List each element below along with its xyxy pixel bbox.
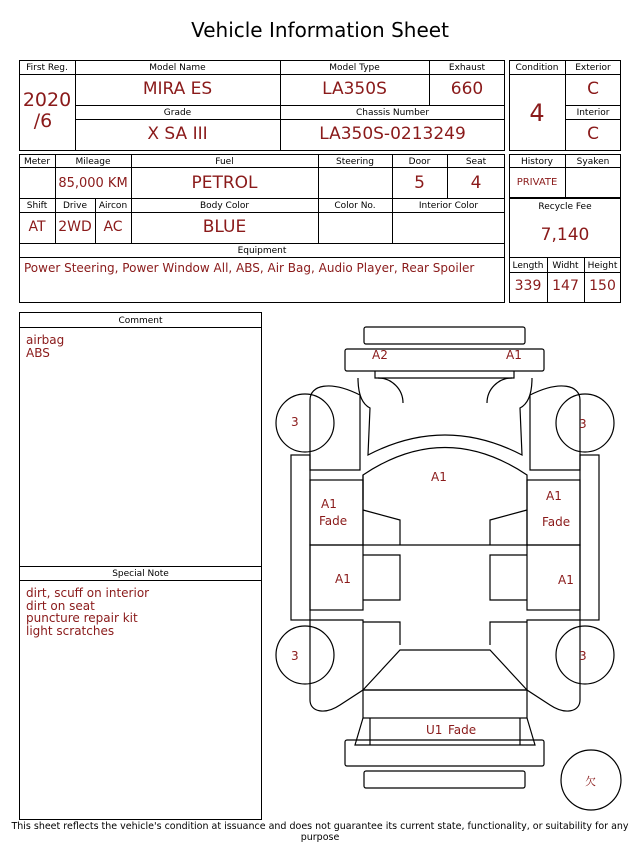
mark-wheel-rl: 3 bbox=[291, 649, 299, 663]
chassis-label: Chassis Number bbox=[355, 108, 430, 118]
mark-wheel-fl: 3 bbox=[291, 415, 299, 429]
shift-value: AT bbox=[28, 219, 46, 235]
exhaust-value: 660 bbox=[450, 79, 484, 99]
left-quarter bbox=[363, 622, 400, 645]
exterior-grade: C bbox=[587, 79, 599, 99]
mark-roof: A1 bbox=[431, 470, 447, 484]
rear-bumper bbox=[345, 740, 544, 766]
grade-value: X SA III bbox=[147, 124, 208, 144]
mark-wheel-fr: 3 bbox=[579, 417, 587, 431]
chassis-number: LA350S-0213249 bbox=[319, 124, 466, 144]
first-reg-month: /6 bbox=[33, 110, 53, 132]
door-label: Door bbox=[408, 157, 431, 167]
door-value: 5 bbox=[414, 173, 425, 193]
width-value: 147 bbox=[552, 278, 579, 294]
grade-label: Grade bbox=[163, 108, 192, 118]
page-title: Vehicle Information Sheet bbox=[191, 18, 449, 42]
history-label: History bbox=[520, 157, 554, 167]
shift-label: Shift bbox=[26, 201, 48, 211]
mark-left-front-door: A1 bbox=[321, 497, 337, 511]
mark-rear: U1 bbox=[426, 723, 443, 737]
body-color-label: Body Color bbox=[199, 201, 250, 211]
mark-right-front-door-note: Fade bbox=[542, 515, 571, 529]
equipment-value: Power Steering, Power Window All, ABS, Air Bag, Audio Player, Rear Spoiler bbox=[24, 261, 475, 275]
rear-lower bbox=[355, 718, 535, 745]
recycle-fee-value: 7,140 bbox=[540, 225, 590, 245]
recycle-fee-label: Recycle Fee bbox=[538, 202, 592, 212]
interior-grade: C bbox=[587, 124, 599, 144]
wheel-rear-left bbox=[276, 626, 334, 684]
model-name: MIRA ES bbox=[142, 79, 213, 99]
left-front-door bbox=[310, 480, 363, 545]
mileage-value: 85,000 KM bbox=[58, 176, 128, 191]
seat-label: Seat bbox=[465, 157, 487, 167]
mark-right-front-door: A1 bbox=[546, 489, 562, 503]
drive-value: 2WD bbox=[58, 219, 92, 235]
first-reg-year: 2020 bbox=[22, 89, 72, 111]
meter-label: Meter bbox=[23, 157, 51, 167]
rear-window bbox=[363, 650, 527, 690]
special-note-label: Special Note bbox=[112, 569, 169, 579]
mark-front-left: A2 bbox=[372, 348, 388, 362]
length-value: 339 bbox=[514, 278, 542, 294]
right-window-rear bbox=[490, 555, 527, 600]
front-left-fender bbox=[310, 386, 360, 470]
condition-grade: 4 bbox=[529, 99, 545, 127]
seat-value: 4 bbox=[470, 173, 482, 193]
aircon-value: AC bbox=[103, 219, 123, 235]
left-window-rear bbox=[363, 555, 400, 600]
right-sill bbox=[580, 455, 599, 620]
history-value: PRIVATE bbox=[516, 177, 558, 188]
right-window-front bbox=[490, 510, 527, 545]
fuel-value: PETROL bbox=[191, 173, 258, 193]
condition-label: Condition bbox=[515, 63, 559, 73]
left-sill bbox=[291, 455, 310, 620]
headlight-left bbox=[378, 378, 403, 403]
exhaust-label: Exhaust bbox=[448, 63, 486, 73]
mark-left-front-door-note: Fade bbox=[319, 514, 348, 528]
fuel-label: Fuel bbox=[215, 157, 234, 167]
special-note-line: puncture repair kit bbox=[26, 611, 138, 625]
first-reg-label: First Reg. bbox=[26, 63, 68, 73]
height-value: 150 bbox=[589, 278, 616, 294]
color-no-label: Color No. bbox=[334, 201, 376, 211]
rear-right-fender bbox=[527, 620, 580, 711]
left-window-front bbox=[363, 510, 400, 545]
tail-lights bbox=[370, 718, 520, 745]
interior-label: Interior bbox=[576, 108, 610, 118]
special-note-line: light scratches bbox=[26, 623, 115, 638]
model-type-label: Model Type bbox=[329, 63, 380, 73]
mark-missing: 欠 bbox=[585, 775, 596, 788]
front-bumper bbox=[364, 327, 525, 344]
rear-step bbox=[364, 771, 525, 788]
height-label: Height bbox=[587, 261, 618, 271]
width-label: Widht bbox=[552, 261, 579, 271]
interior-color-label: Interior Color bbox=[418, 201, 479, 211]
wheel-front-left bbox=[276, 394, 334, 452]
mark-right-rear-door: A1 bbox=[558, 573, 574, 587]
mileage-label: Mileage bbox=[75, 157, 111, 167]
special-note-line: dirt on seat bbox=[26, 598, 95, 613]
steering-label: Steering bbox=[336, 157, 374, 167]
mark-wheel-rr: 3 bbox=[579, 649, 587, 663]
equipment-label: Equipment bbox=[237, 246, 287, 256]
disclaimer-footer: This sheet reflects the vehicle's condition at issuance and does not guarantee its current state, functionality, or suitability for any purpose bbox=[11, 821, 629, 843]
special-note-line: dirt, scuff on interior bbox=[26, 586, 150, 600]
mark-rear-note: Fade bbox=[448, 723, 477, 737]
rear-hatch bbox=[363, 690, 527, 718]
length-label: Length bbox=[512, 261, 544, 271]
body-color-value: BLUE bbox=[202, 217, 247, 237]
mark-left-rear-door: A1 bbox=[335, 572, 351, 586]
model-name-label: Model Name bbox=[149, 63, 206, 73]
drive-label: Drive bbox=[63, 201, 87, 211]
roof-area bbox=[363, 448, 527, 546]
aircon-label: Aircon bbox=[98, 201, 128, 211]
right-quarter bbox=[490, 622, 527, 645]
rear-left-fender bbox=[310, 620, 363, 711]
comment-label: Comment bbox=[118, 316, 163, 326]
model-type: LA350S bbox=[322, 79, 387, 99]
comment-line: airbag bbox=[26, 333, 65, 347]
headlight-right bbox=[487, 378, 512, 403]
front-right-fender bbox=[530, 386, 580, 470]
hood bbox=[358, 378, 532, 455]
syaken-label: Syaken bbox=[576, 157, 610, 167]
comment-line: ABS bbox=[26, 345, 50, 360]
hood-edge bbox=[375, 371, 514, 378]
mark-front-right: A1 bbox=[506, 348, 522, 362]
exterior-label: Exterior bbox=[575, 63, 611, 73]
